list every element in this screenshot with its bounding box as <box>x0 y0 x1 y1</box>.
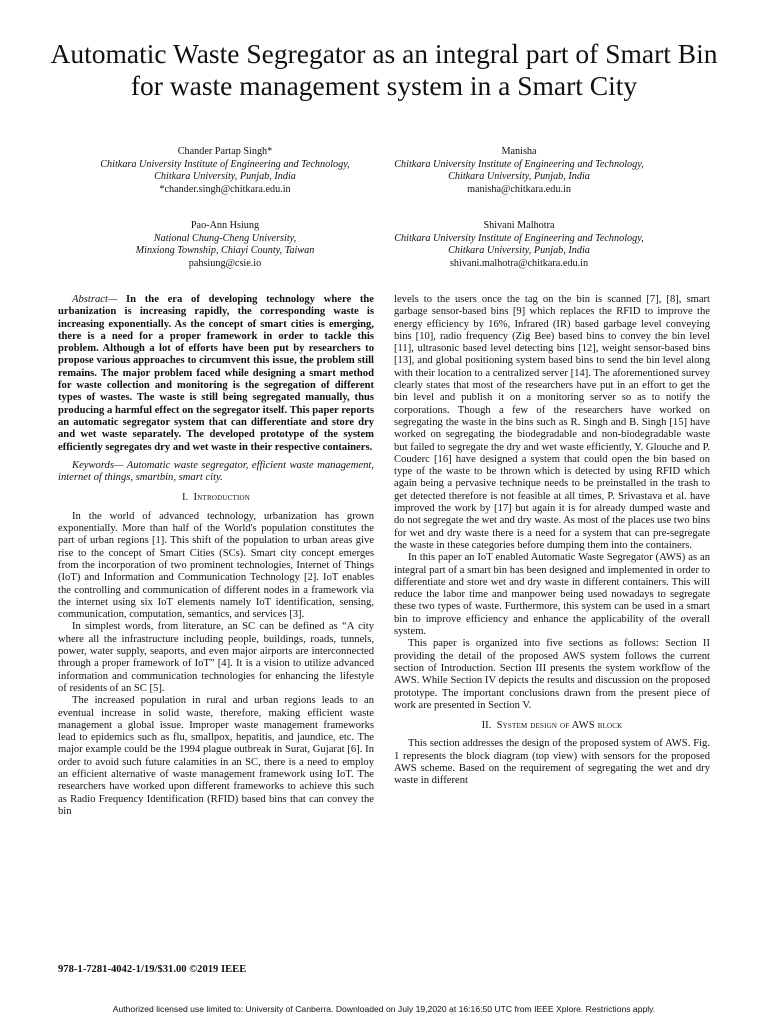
abstract <box>58 294 374 454</box>
footer-isbn: 978-1-7281-4042-1/19/$31.00 ©2019 IEEE <box>58 964 247 975</box>
left-column <box>58 294 374 818</box>
author-affiliation: Chitkara University Institute of Engineering and Technology, <box>394 232 644 244</box>
author-affiliation: Minxiong Township, Chiayi County, Taiwan <box>135 245 315 256</box>
paragraph: In simplest words, from literature, an SC can be defined as “A city where all the infrastructure including people, buildings, roads, tunnels, power, water supply, seaports, and even major airports are interconnected through a proper framework of IoT” [4]. It is a vision to utilize advanced information and communication technologies for enhancing the lifestyle of residents of an SC [5]. <box>58 621 374 694</box>
license-notice: Authorized licensed use limited to: University of Canberra. Downloaded on July 19,2020 at 16:16:50 UTC from IEEE Xplore. Restrictions apply. <box>112 1004 656 1014</box>
author-block-2 <box>354 146 684 196</box>
author-name: Pao-Ann Hsiung <box>190 220 260 231</box>
author-block-3 <box>60 220 390 270</box>
paragraph: In the world of advanced technology, urbanization has grown exponentially. More than half of the World's population constitutes the part of urban regions [1]. This shift of the population to urban areas give rise to the concept of Smart Cities (SCs). Smart city concept emerges from the incorporation of two prominent technologies, Internet of Things (IoT) and Information and Communication Technology [2]. IoT enables the controlling and communication of different nodes in a framework via the internet using six IoT elements namely IoT identification, sensing, communication, computation, semantics, and services [3]. <box>58 510 374 621</box>
author-affiliation: Chitkara University, Punjab, India <box>448 245 590 256</box>
author-name: Shivani Malhotra <box>483 220 555 231</box>
abstract-lead: Abstract— <box>72 294 118 305</box>
keywords: Keywords— Automatic waste segregator, efficient waste management, internet of things, smartbin, smart city. <box>58 459 374 484</box>
section-heading-1: I. Introduction <box>182 492 250 504</box>
paragraph: This section addresses the design of the proposed system of AWS. Fig. 1 represents the block diagram (top view) with sensors for the proposed AWS scheme. Based on the requirement of segregating the wet and dry waste in different <box>394 738 710 787</box>
abstract-text: In the era of developing technology where the urbanization is increasing rapidly, the corresponding waste is increasing exponentially. As the concept of smart cities is emerging, there is a need for a proper framework in order to tackle this problem. Although a lot of efforts have been put by researchers to propose various approaches to circumvent this issue, the problem still remains. The major problem faced while designing a smart method for waste collection and monitoring is the segregation of different types of wastes. The waste is still being segregated manually, thus producing a harmful effect on the segregator itself. This paper reports an automatic segregator system that can differentiate and store dry and wet waste separately. The developed prototype of the system efficiently segregates dry and wet waste in their respective containers. <box>58 294 374 453</box>
paper-title: Automatic Waste Segregator as an integral part of Smart Bin for waste management system in a Smart City <box>50 38 718 101</box>
author-affiliation: Chitkara University Institute of Engineering and Technology, <box>394 158 644 170</box>
author-affiliation: Chitkara University Institute of Engineering and Technology, <box>100 158 350 170</box>
author-block-1 <box>60 146 390 196</box>
author-email: pahsiung@csie.io <box>188 257 262 269</box>
author-email: shivani.malhotra@chitkara.edu.in <box>449 257 589 269</box>
paragraph: In this paper an IoT enabled Automatic Waste Segregator (AWS) as an integral part of a smart bin has been designed and implemented in order to differentiate and store wet and dry waste in different containers. This will reduce the labor time and manpower being used nowadays to segregate these two types of waste. Furthermore, this system can be used in a smart bin to improve efficiency and enhance the applicability of the overall system. <box>394 552 710 638</box>
right-column <box>394 294 710 788</box>
author-email: *chander.singh@chitkara.edu.in <box>159 183 291 195</box>
author-affiliation: Chitkara University, Punjab, India <box>154 171 296 182</box>
paragraph: The increased population in rural and urban regions leads to an eventual increase in solid waste, therefore, making efficient waste management a global issue. Improper waste management frameworks lead to epidemics such as flu, smallpox, hepatitis, and jaundice, etc. The major example could be the 1994 plague outbreak in Surat, Gujarat [6]. In order to avoid such future calamities in an SC, there is a need to employ an efficient alternative of waste management framework using IoT. The researchers have worked upon different frameworks to achieve this such as Radio Frequency Identification (RFID) based bins that can convey the bin <box>58 695 374 817</box>
section-heading-2: II. System design of AWS block <box>481 720 623 732</box>
author-affiliation: Chitkara University, Punjab, India <box>448 171 590 182</box>
author-affiliation: National Chung-Cheng University, <box>153 232 297 244</box>
author-email: manisha@chitkara.edu.in <box>467 183 571 195</box>
paragraph: This paper is organized into five sections as follows: Section II providing the detail of the proposed AWS system follows the current section of Introduction. Section III presents the system workflow of the AWS. While Section IV depicts the results and discussion on the proposed prototype. The important conclusions drawn from the present piece of work are presented in Section V. <box>394 638 710 711</box>
author-name: Manisha <box>501 146 537 157</box>
paragraph: levels to the users once the tag on the bin is scanned [7], [8], smart garbage sensor-based bins [9] which replaces the RFID to improve the energy efficiency by 16%, Infrared (IR) based garbage level conveying bins [10], radio frequency (Zig Bee) based bins to convey the bin level [11], ultrasonic based level detecting bins [12], weight sensor-based bins [13], and global positioning system based bins to send the bin level along with their location to a centralized server [14]. The aforementioned survey clearly states that most of the researchers have put in an effort to get the bin level and publish it on a monitoring server so as to notify the corporations. Though a few of the researchers have worked on segregating the waste in the bins such as R. Singh and B. Singh [15] have worked on segregating the biodegradable and non-biodegradable waste but failed to segregate the dry and wet waste efficiently, Y. Glouche and P. Couderc [16] have designed a system that could open the bin based on type of the waste to be thrown which is detected by using RFID which again being a pervasive technique needs to be preinstalled in the trash to get detected therefore is not feasible at all times, P. Srivastava et al. have improved the work by [17] but again it is for already dumped waste and do not segregate the wet and dry waste. As most of the places use two bins for wet and dry waste there is a need for a system that can pre-segregate the waste in these categories before dumping them into the containers. <box>394 294 710 551</box>
author-block-4 <box>354 220 684 270</box>
author-name: Chander Partap Singh* <box>177 146 273 157</box>
